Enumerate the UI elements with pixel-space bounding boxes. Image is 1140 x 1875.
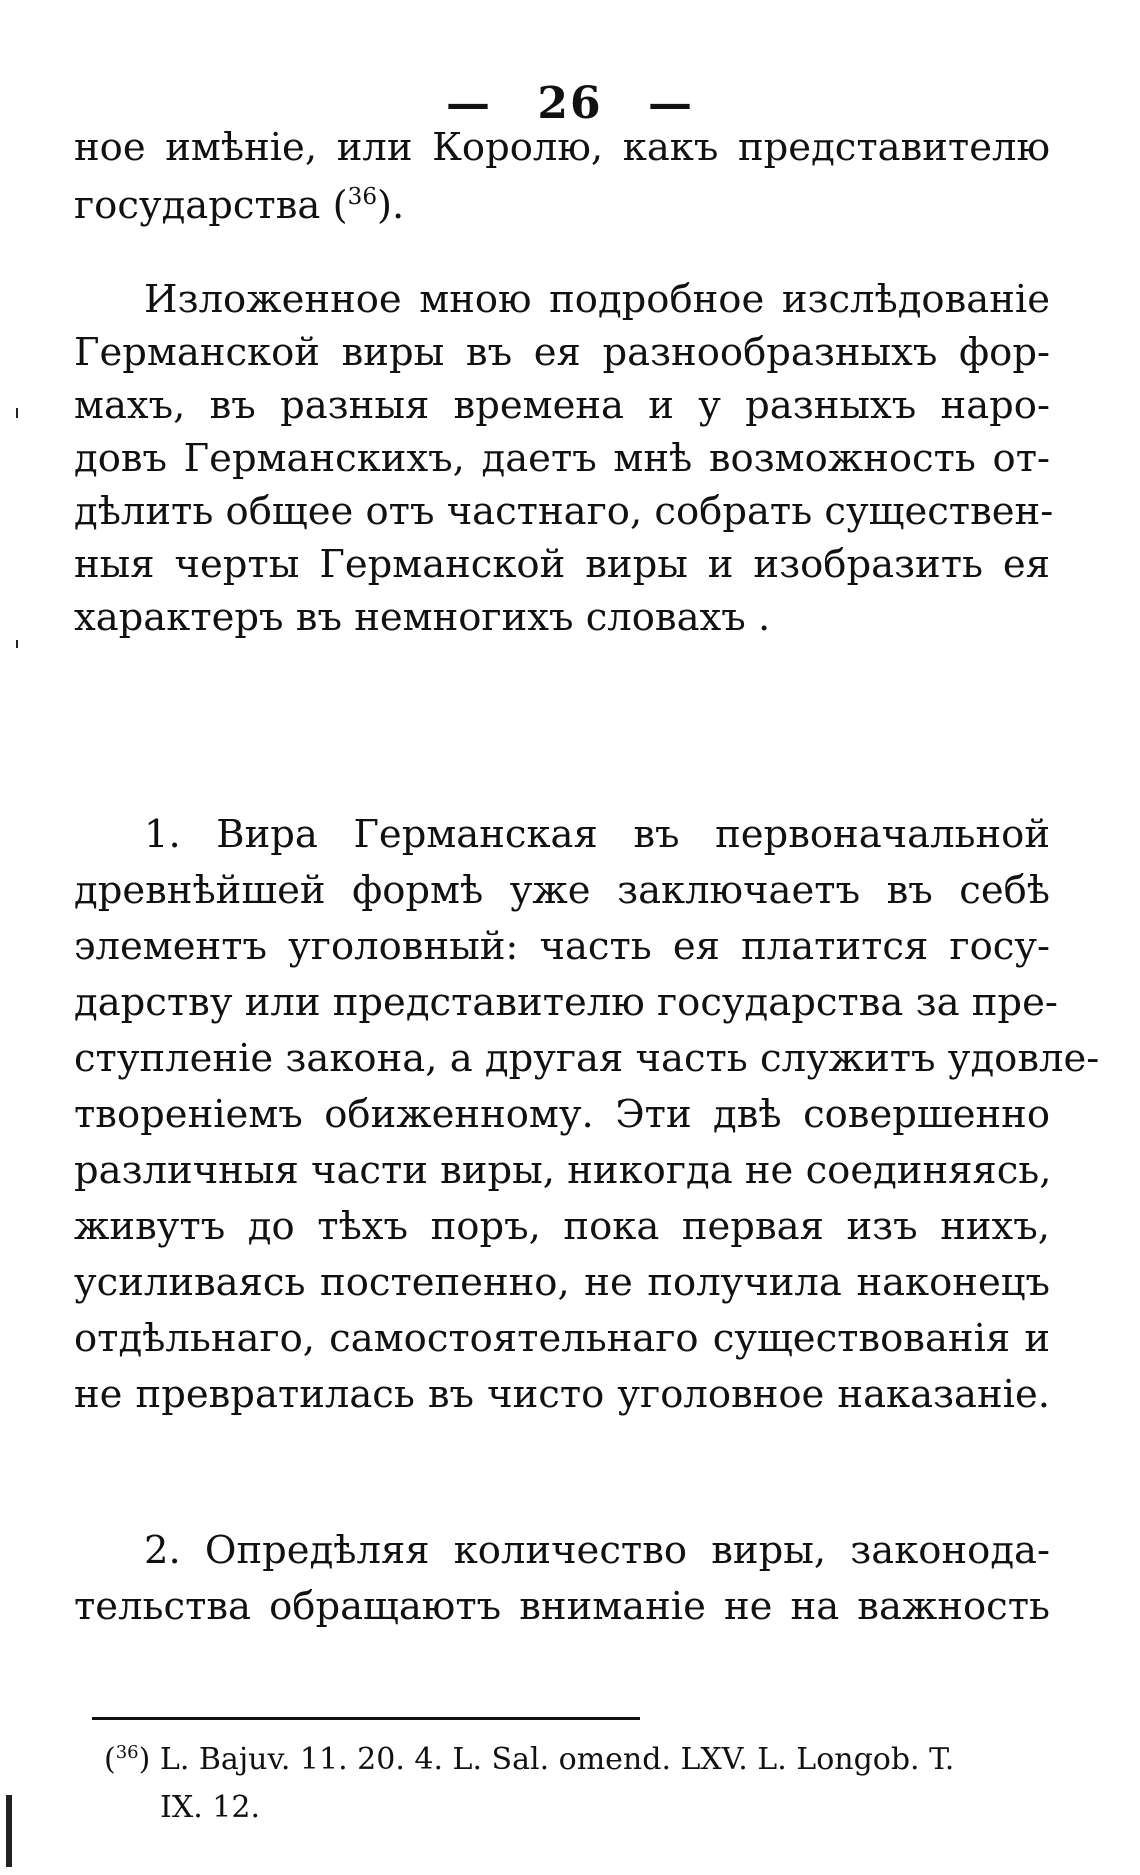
text-line: древнѣйшей формѣ уже заключаетъ въ себѣ (74, 868, 1050, 913)
footnote-text: L. Bajuv. 11. 20. 4. L. Sal. omend. LXV. L. Longob. T. (159, 1742, 955, 1777)
text-line: отдѣльнаго, самостоятельнаго существованія и (74, 1316, 1050, 1361)
text-line: ныя черты Германской виры и изобразить ея (74, 542, 1050, 587)
scan-speck (16, 640, 18, 648)
text-line: дѣлить общее отъ частнаго, собрать существен- (74, 489, 1054, 534)
text-line: 2. Опредѣляя количество виры, законода- (144, 1528, 1050, 1573)
text-line: тельства обращаютъ вниманіе не на важность (74, 1584, 1050, 1629)
header-dash-left: — (446, 78, 493, 129)
footnote-line: IX. 12. (160, 1790, 260, 1825)
text-line: ступленіе закона, а другая часть служитъ удовле- (74, 1036, 1100, 1081)
text-line: не превратилась въ чисто уголовное наказаніе. (74, 1372, 1050, 1417)
text-line: живутъ до тѣхъ поръ, пока первая изъ нихъ, (74, 1204, 1050, 1249)
text-segment: ). (377, 183, 405, 228)
text-line: элементъ уголовный: часть ея платится госу- (74, 924, 1050, 969)
text-line: 1. Вира Германская въ первоначальной (144, 812, 1050, 857)
text-line: Изложенное мною подробное изслѣдованіе (144, 277, 1050, 322)
text-line: различныя части виры, никогда не соединяясь, (74, 1148, 1052, 1193)
text-line: характеръ въ немногихъ словахъ . (74, 595, 771, 640)
text-line: Германской виры въ ея разнообразныхъ фор- (74, 330, 1050, 375)
text-line: твореніемъ обиженному. Эти двѣ совершенно (74, 1092, 1050, 1137)
text-line: довъ Германскихъ, даетъ мнѣ возможность от- (74, 436, 1050, 481)
text-segment: государства ( (74, 183, 348, 228)
footnote (104, 1736, 1044, 1832)
text-line: усиливаясь постепенно, не получила наконецъ (74, 1260, 1050, 1305)
footnote-marker: ($^{36}$) (104, 1742, 151, 1777)
footnote-reference: 36 (347, 184, 378, 211)
scan-edge-mark (6, 1795, 12, 1867)
footnote-separator (92, 1717, 640, 1720)
page-number: 26 (537, 78, 603, 129)
text-line: ное имѣніе, или Королю, какъ представителю (74, 125, 1050, 170)
footnote-number: 36 (115, 1742, 139, 1763)
header-dash-right: — (647, 78, 694, 129)
text-line: махъ, въ разныя времена и у разныхъ наро- (74, 383, 1050, 428)
text-line: дарству или представителю государства за пре- (74, 980, 1058, 1025)
scan-speck (16, 408, 18, 418)
text-line-with-footnote-ref (74, 176, 1050, 236)
footnote-line (104, 1736, 1044, 1784)
